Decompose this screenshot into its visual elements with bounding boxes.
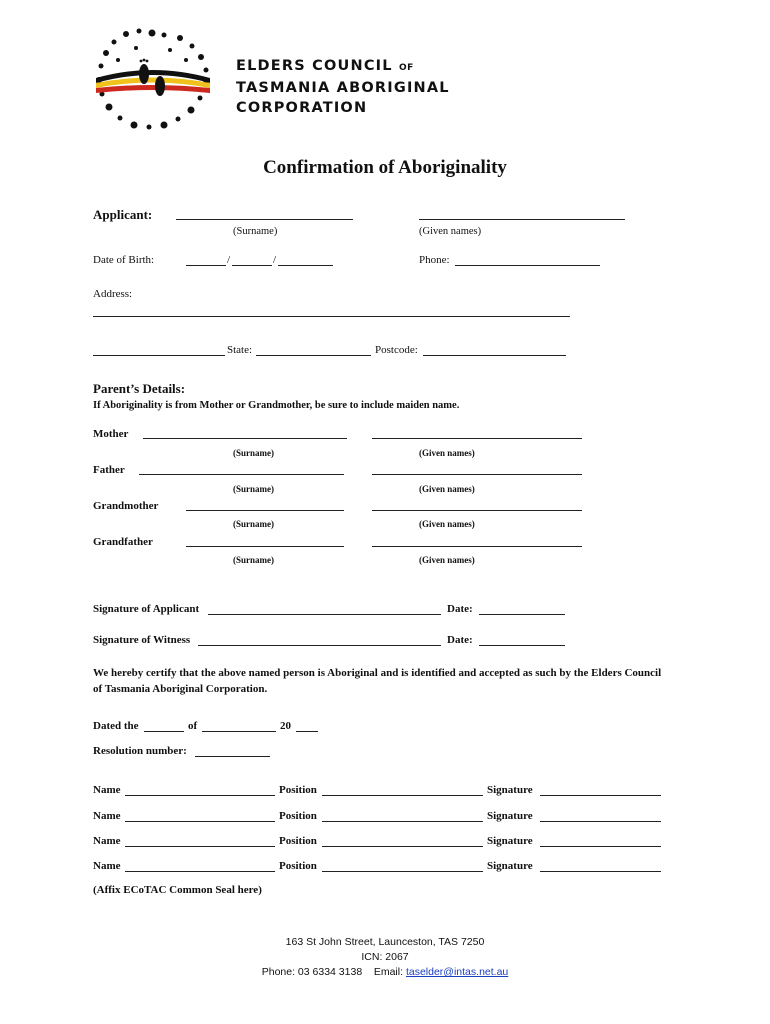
father-surname-field[interactable] bbox=[139, 474, 344, 475]
applicant-given-names-field[interactable] bbox=[419, 219, 625, 220]
postcode-field[interactable] bbox=[423, 355, 566, 356]
officer-position-field[interactable] bbox=[322, 795, 483, 796]
witness-date-label: Date: bbox=[447, 634, 473, 646]
mother-label: Mother bbox=[93, 428, 129, 440]
state-label: State: bbox=[227, 344, 253, 356]
org-line3: CORPORATION bbox=[236, 100, 368, 116]
mother-surname-field[interactable] bbox=[143, 438, 347, 439]
officer-name-field[interactable] bbox=[125, 871, 275, 872]
officer-signature-field[interactable] bbox=[540, 821, 661, 822]
dob-day-field[interactable] bbox=[186, 265, 226, 266]
officer-name-label: Name bbox=[93, 860, 121, 872]
officer-signature-label: Signature bbox=[487, 810, 533, 822]
grandfather-label: Grandfather bbox=[93, 536, 153, 548]
dated-day-field[interactable] bbox=[144, 731, 184, 732]
given-names-caption: (Given names) bbox=[419, 448, 475, 458]
dated-of-label: of bbox=[188, 720, 198, 732]
org-line2: TASMANIA ABORIGINAL bbox=[236, 80, 450, 96]
given-names-caption: (Given names) bbox=[419, 484, 475, 494]
form-title: Confirmation of Aboriginality bbox=[263, 157, 507, 178]
dated-year-field[interactable] bbox=[296, 731, 318, 732]
parents-heading: Parent’s Details: bbox=[93, 381, 186, 396]
witness-signature-field[interactable] bbox=[198, 645, 441, 646]
officer-position-label: Position bbox=[279, 860, 317, 872]
dob-year-field[interactable] bbox=[278, 265, 333, 266]
grandmother-given-names-field[interactable] bbox=[372, 510, 582, 511]
witness-date-field[interactable] bbox=[479, 645, 565, 646]
footer-email-link[interactable]: taselder@intas.net.au bbox=[405, 966, 509, 978]
dob-month-field[interactable] bbox=[232, 265, 272, 266]
dated-year-prefix: 20 bbox=[280, 720, 291, 732]
officer-signature-field[interactable] bbox=[540, 846, 661, 847]
officer-signature-label: Signature bbox=[487, 860, 533, 872]
officer-name-field[interactable] bbox=[125, 821, 275, 822]
officer-position-field[interactable] bbox=[322, 821, 483, 822]
footer-phone: Phone: 03 6334 3138 bbox=[261, 966, 363, 978]
surname-caption: (Surname) bbox=[233, 484, 274, 494]
officer-position-label: Position bbox=[279, 810, 317, 822]
surname-caption: (Surname) bbox=[233, 555, 274, 565]
applicant-date-field[interactable] bbox=[479, 614, 565, 615]
seal-note: (Affix ECoTAC Common Seal here) bbox=[93, 884, 262, 896]
phone-label: Phone: bbox=[419, 254, 450, 266]
given-names-caption: (Given names) bbox=[419, 226, 482, 237]
applicant-signature-label: Signature of Applicant bbox=[93, 603, 200, 615]
officer-position-label: Position bbox=[279, 835, 317, 847]
grandfather-surname-field[interactable] bbox=[186, 546, 344, 547]
certification-statement: We hereby certify that the above named person is Aboriginal and is identified and accepted as such by the Elders Council of Tasmania Aboriginal Corporation. bbox=[93, 667, 662, 695]
officer-position-field[interactable] bbox=[322, 871, 483, 872]
surname-caption: (Surname) bbox=[233, 519, 274, 529]
surname-caption: (Surname) bbox=[233, 226, 278, 237]
address-label: Address: bbox=[93, 288, 133, 300]
officer-name-field[interactable] bbox=[125, 795, 275, 796]
applicant-signature-field[interactable] bbox=[208, 614, 441, 615]
given-names-caption: (Given names) bbox=[419, 555, 475, 565]
organisation-name bbox=[236, 56, 450, 118]
dob-separator: / bbox=[227, 254, 231, 266]
state-field[interactable] bbox=[256, 355, 371, 356]
mother-given-names-field[interactable] bbox=[372, 438, 582, 439]
officer-signature-field[interactable] bbox=[540, 871, 661, 872]
dated-the-label: Dated the bbox=[93, 720, 139, 732]
footer bbox=[0, 935, 770, 980]
grandmother-surname-field[interactable] bbox=[186, 510, 344, 511]
postcode-label: Postcode: bbox=[375, 344, 418, 356]
footer-icn: ICN: 2067 bbox=[361, 951, 409, 963]
grandmother-label: Grandmother bbox=[93, 500, 159, 512]
officer-name-label: Name bbox=[93, 810, 121, 822]
given-names-caption: (Given names) bbox=[419, 519, 475, 529]
grandfather-given-names-field[interactable] bbox=[372, 546, 582, 547]
org-line1: ELDERS COUNCIL bbox=[236, 58, 393, 74]
address-field[interactable] bbox=[93, 316, 570, 317]
resolution-number-label: Resolution number: bbox=[93, 745, 187, 757]
footer-email-label: Email: bbox=[373, 966, 404, 978]
father-given-names-field[interactable] bbox=[372, 474, 582, 475]
officer-name-label: Name bbox=[93, 835, 121, 847]
phone-field[interactable] bbox=[455, 265, 600, 266]
officer-signature-label: Signature bbox=[487, 784, 533, 796]
dated-month-field[interactable] bbox=[202, 731, 276, 732]
footer-contact bbox=[0, 965, 770, 980]
witness-signature-label: Signature of Witness bbox=[93, 634, 191, 646]
parents-note: If Aboriginality is from Mother or Grandmother, be sure to include maiden name. bbox=[93, 400, 460, 411]
father-label: Father bbox=[93, 464, 125, 476]
officer-name-field[interactable] bbox=[125, 846, 275, 847]
officer-position-field[interactable] bbox=[322, 846, 483, 847]
ecotac-logo bbox=[88, 26, 228, 136]
applicant-surname-field[interactable] bbox=[176, 219, 353, 220]
suburb-field[interactable] bbox=[93, 355, 225, 356]
org-of: OF bbox=[398, 63, 414, 73]
footer-address: 163 St John Street, Launceston, TAS 7250 bbox=[285, 936, 485, 948]
officer-signature-field[interactable] bbox=[540, 795, 661, 796]
applicant-label: Applicant: bbox=[93, 207, 153, 222]
officer-signature-label: Signature bbox=[487, 835, 533, 847]
resolution-number-field[interactable] bbox=[195, 756, 270, 757]
dob-separator: / bbox=[273, 254, 277, 266]
surname-caption: (Surname) bbox=[233, 448, 274, 458]
applicant-date-label: Date: bbox=[447, 603, 473, 615]
dob-label: Date of Birth: bbox=[93, 254, 155, 266]
officer-name-label: Name bbox=[93, 784, 121, 796]
officer-position-label: Position bbox=[279, 784, 317, 796]
